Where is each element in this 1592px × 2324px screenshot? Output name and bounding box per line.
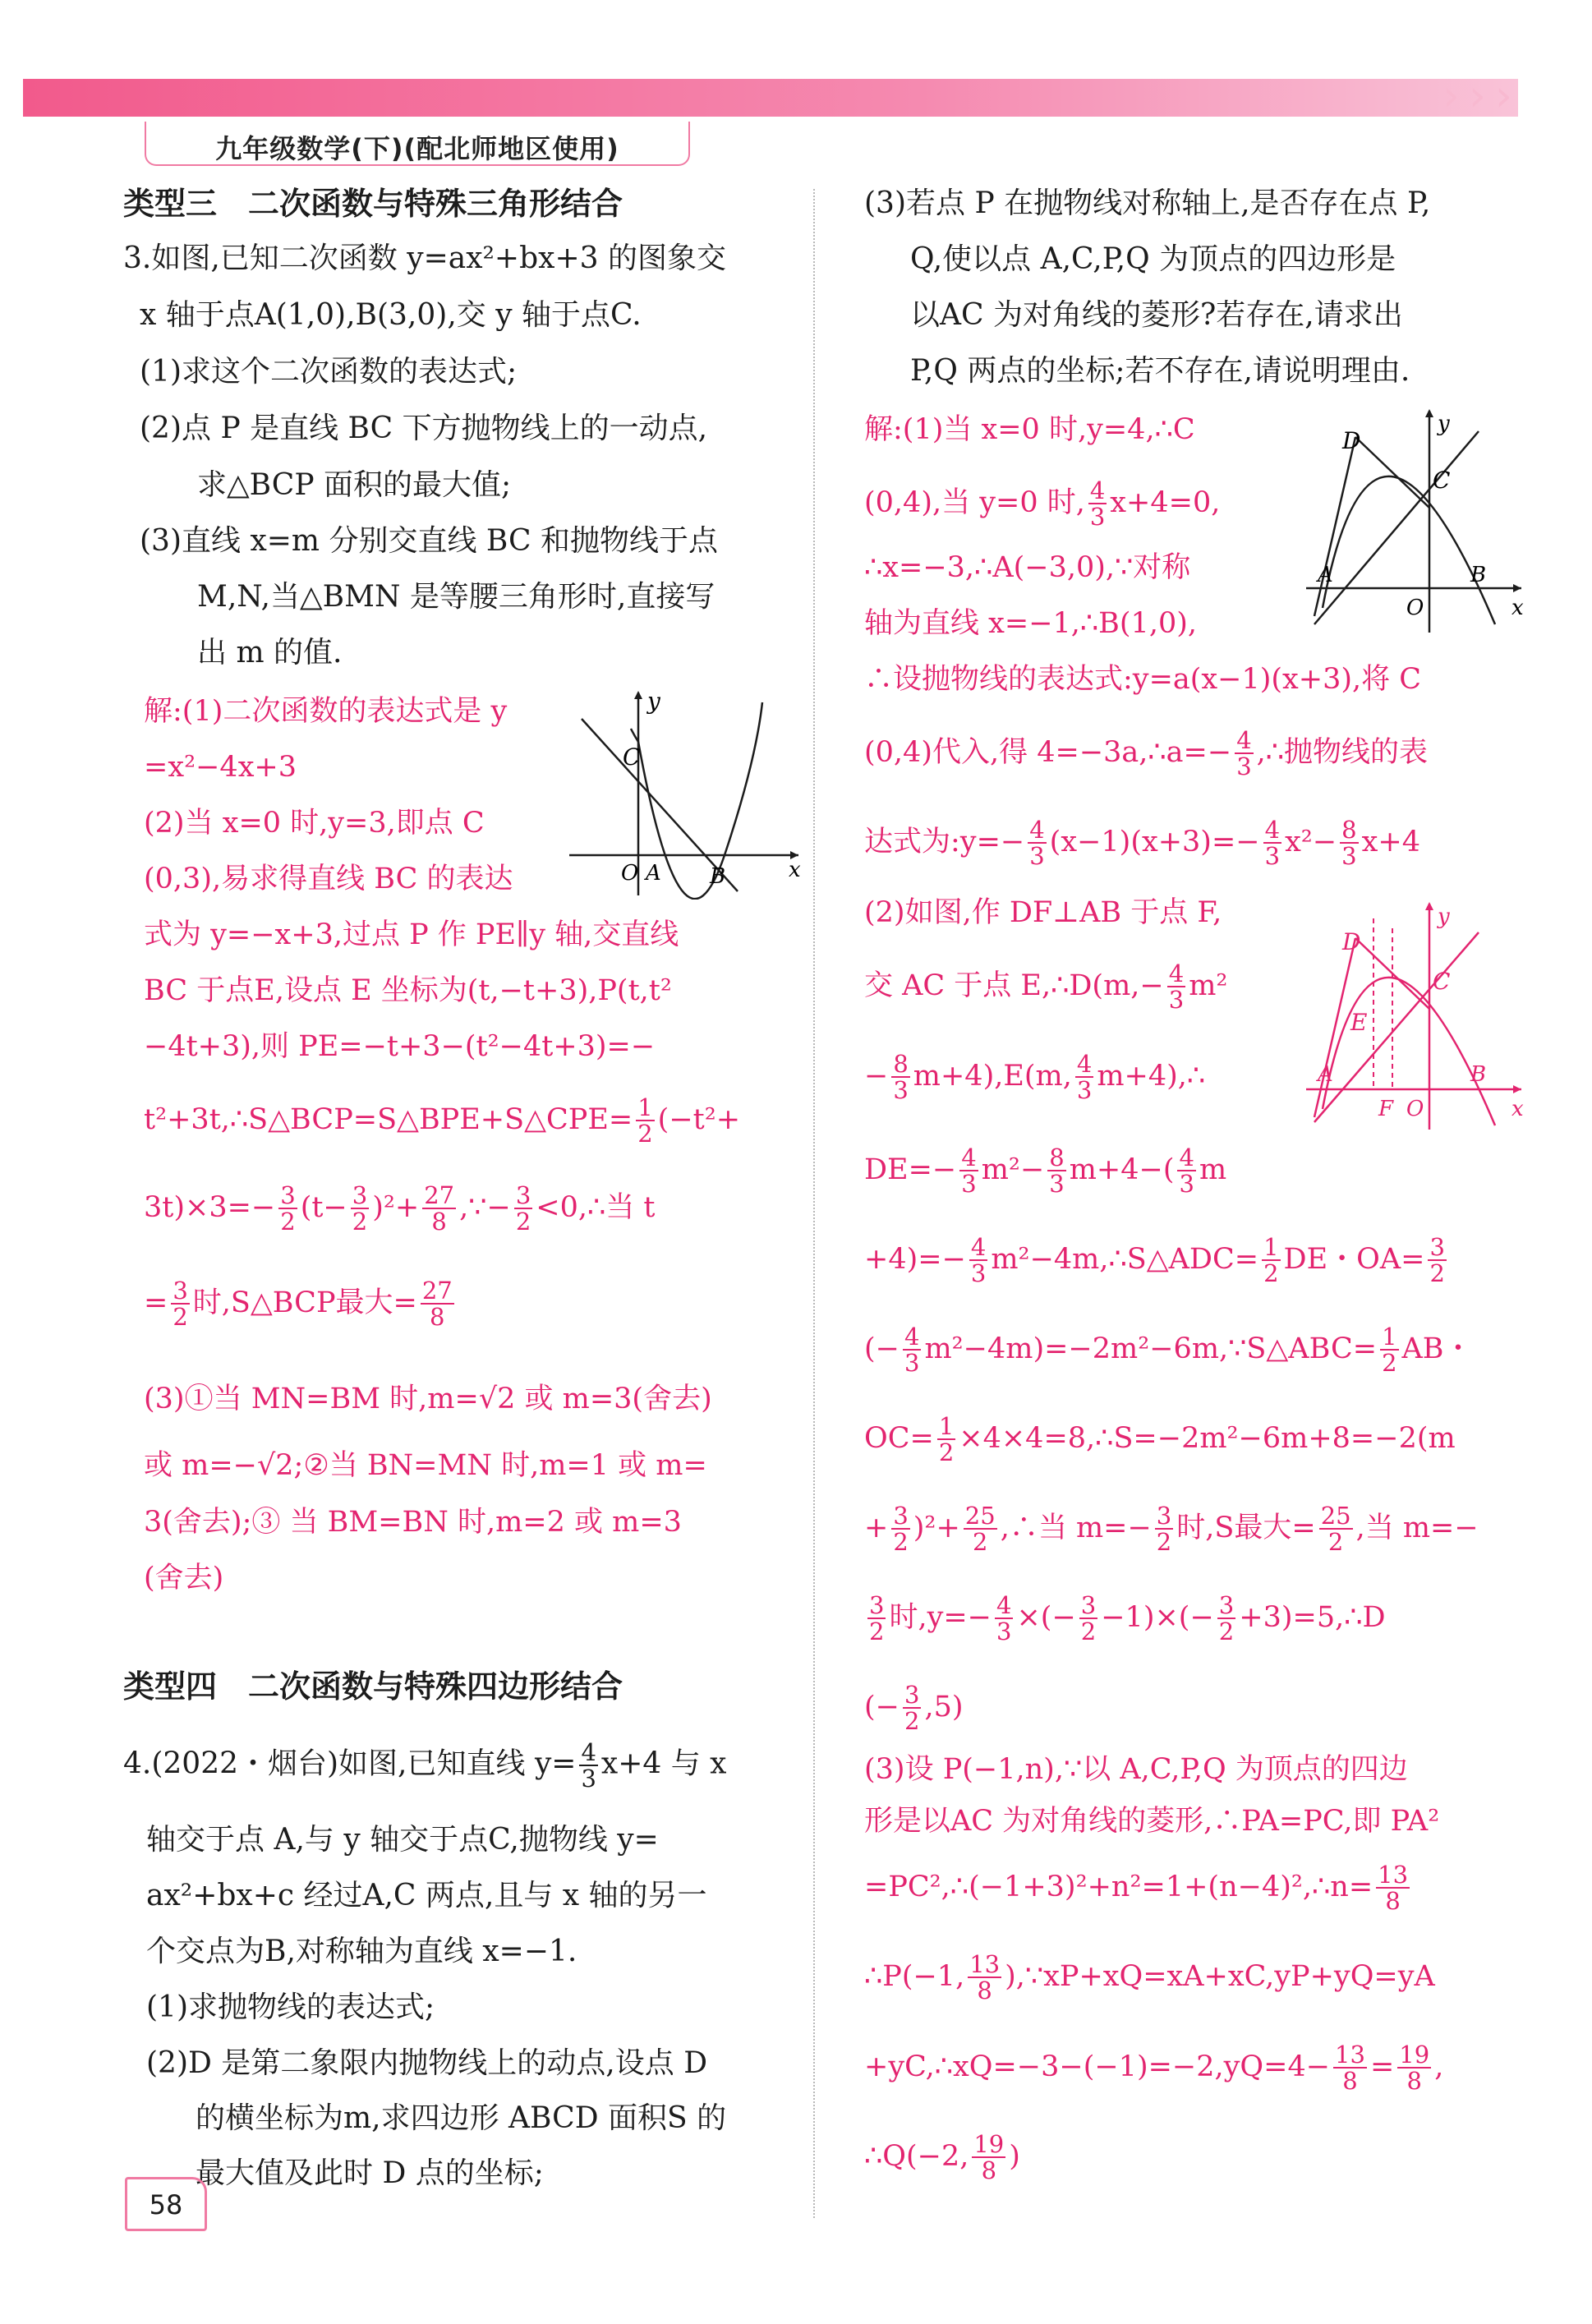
parabola-figure-3[interactable] [1306,895,1528,1130]
a4-line-20: =PC²,∴(−1+3)²+n²=1+(n−4)²,∴n= $\frac{13}{8}$ [864,1861,1409,1916]
a4-line-7: 达式为:y=− $\frac{4}{3}$ (x−1)(x+3)=− $\frac{4}{3}$ x²− $\frac{8}{3}$ x+4 [864,816,1420,871]
fig2-label-C: C [1433,467,1451,494]
column-divider [813,189,815,2218]
a3-line-13: 3(舍去);③ 当 BM=BN 时,m=2 或 m=3 [144,1506,682,1539]
fig2-label-A: A [1318,563,1333,587]
fraction: $\frac{1}{2}$ [637,1093,653,1148]
a4-line-21: ∴P(−1, $\frac{13}{8}$ ),∵xP+xQ=xA+xC,yP+yQ=yA [864,1950,1435,2005]
a3-line-14: (舍去) [144,1562,224,1595]
fig3-label-E: E [1350,1009,1368,1036]
a3-line-4: (0,3),易求得直线 BC 的表达 [144,863,513,895]
fraction: $\frac{4}{3}$ [581,1738,596,1793]
fraction: $\frac{1}{2}$ [1263,1233,1279,1288]
q3-part2: (2)点 P 是直线 BC 下方抛物线上的一动点, [140,412,708,445]
fraction: $\frac{3}{2}$ [173,1277,188,1332]
q4-part3: (3)若点 P 在抛物线对称轴上,是否存在点 P, [864,186,1431,220]
a3-line-2: =x²−4x+3 [144,751,297,784]
q4-part3-cont2: 以AC 为对角线的菱形?若存在,请求出 [910,298,1403,332]
fig1-label-x: x [789,858,801,882]
fraction: $\frac{3}{2}$ [869,1591,885,1646]
fig1-label-y: y [647,688,660,715]
a4-line-3: ∴x=−3,∴A(−3,0),∵对称 [864,551,1191,584]
header-title: 九年级数学(下)(配北师地区使用) [215,133,619,164]
fig1-label-B: B [710,864,726,889]
q3-line-1: 3.如图,已知二次函数 y=ax²+bx+3 的图象交 [123,242,726,275]
fraction: $\frac{3}{2}$ [1080,1591,1097,1646]
a4-line-12: +4)=− $\frac{4}{3}$ m²−4m,∴S△ADC= $\frac{1}{2}$ DE・OA= $\frac{3}{2}$ [864,1233,1445,1288]
fig3-label-C: C [1433,968,1451,995]
a4-line-19: 形是以AC 为对角线的菱形,∴PA=PC,即 PA² [864,1805,1440,1838]
fig3-label-D: D [1342,928,1361,955]
a4-line-10: − $\frac{8}{3}$ m+4),E(m, $\frac{4}{3}$ m+4),∴ [864,1050,1206,1105]
q4-line-2: 轴交于点 A,与 y 轴交于点C,抛物线 y= [146,1823,659,1857]
fraction: $\frac{3}{2}$ [280,1181,296,1236]
fraction: $\frac{1}{2}$ [938,1412,955,1467]
header-banner [23,79,1518,117]
fig3-label-B: B [1470,1062,1487,1087]
fraction: $\frac{3}{2}$ [1218,1591,1235,1646]
a3-line-7: −4t+3),则 PE=−t+3−(t²−4t+3)=− [144,1030,656,1063]
q4-part1: (1)求抛物线的表达式; [146,1990,435,2024]
a4-line-5: ∴设抛物线的表达式:y=a(x−1)(x+3),将 C [864,663,1422,696]
chevron-right-icon: › [1495,71,1512,121]
a3-line-1: 解:(1)二次函数的表达式是 y [144,695,508,728]
fraction: $\frac{13}{8}$ [1378,1861,1409,1916]
fraction: $\frac{3}{2}$ [1156,1502,1172,1557]
fraction: $\frac{4}{3}$ [1236,726,1252,781]
fraction: $\frac{3}{2}$ [904,1681,920,1736]
q3-part3-cont: M,N,当△BMN 是等腰三角形时,直接写 [197,580,715,614]
fraction: $\frac{13}{8}$ [969,1950,1001,2005]
fraction: $\frac{4}{3}$ [1029,816,1045,871]
fraction: $\frac{4}{3}$ [970,1233,987,1288]
a4-line-4: 轴为直线 x=−1,∴B(1,0), [864,607,1197,640]
section-heading-3: 类型三 二次函数与特殊三角形结合 [123,186,623,222]
fraction: $\frac{27}{8}$ [421,1277,453,1332]
a3-line-9: 3t)×3=− $\frac{3}{2}$ (t− $\frac{3}{2}$ )²+ $\frac{27}{8}$ ,∵− $\frac{3}{2}$ <0,∴当 t [144,1181,656,1236]
fraction: $\frac{4}{3}$ [961,1144,977,1199]
a3-line-5: 式为 y=−x+3,过点 P 作 PE∥y 轴,交直线 [144,918,679,951]
fig3-label-A: A [1318,1062,1333,1087]
fig2-label-y: y [1438,412,1450,436]
a4-line-18: (3)设 P(−1,n),∵以 A,C,P,Q 为顶点的四边 [864,1753,1408,1786]
q3-part1: (1)求这个二次函数的表达式; [140,355,518,389]
parabola-figure-2 [1306,403,1528,633]
q3-part3-cont2: 出 m 的值. [197,636,343,670]
q4-line-3: ax²+bx+c 经过A,C 两点,且与 x 轴的另一 [146,1879,707,1912]
fig1-label-A: A [646,861,661,886]
fig3-label-x: x [1511,1097,1524,1121]
fraction: $\frac{4}{3}$ [1076,1050,1093,1105]
header-tab [145,122,690,166]
a3-line-3: (2)当 x=0 时,y=3,即点 C [144,807,485,840]
q4-part2-cont: 的横坐标为m,求四边形 ABCD 面积S 的 [196,2101,727,2135]
fig3-label-y: y [1438,904,1450,929]
a4-line-15: + $\frac{3}{2}$ )²+ $\frac{25}{2}$ ,∴当 m=− $\frac{3}{2}$ 时,S最大= $\frac{25}{2}$ ,当 m=− [864,1502,1479,1557]
fraction: $\frac{25}{2}$ [1320,1502,1351,1557]
q3-line-2: x 轴于点A(1,0),B(3,0),交 y 轴于点C. [140,298,642,332]
fraction: $\frac{3}{2}$ [893,1502,909,1557]
fig3-label-F: F [1378,1097,1394,1121]
section-heading-4: 类型四 二次函数与特殊四边形结合 [123,1668,623,1705]
fraction: $\frac{4}{3}$ [1264,816,1281,871]
a4-line-16: $\frac{3}{2}$ 时,y=− $\frac{4}{3}$ ×(− $\frac{3}{2}$ −1)×(− $\frac{3}{2}$ +3)=5,∴D [869,1591,1386,1646]
fig2-label-x: x [1511,596,1524,620]
fraction: $\frac{4}{3}$ [1179,1144,1194,1199]
q3-part3: (3)直线 x=m 分别交直线 BC 和抛物线于点 [140,524,719,558]
a4-line-14: OC= $\frac{1}{2}$ ×4×4=8,∴S=−2m²−6m+8=−2(m [864,1412,1456,1467]
fraction: $\frac{25}{2}$ [964,1502,996,1557]
a4-line-1: 解:(1)当 x=0 时,y=4,∴C [864,413,1195,446]
a4-line-6: (0,4)代入,得 4=−3a,∴a=− $\frac{4}{3}$ ,∴抛物线的表 [864,726,1429,781]
q3-part2-cont: 求△BCP 面积的最大值; [197,468,512,502]
fraction: $\frac{1}{2}$ [1382,1323,1397,1378]
a4-line-8: (2)如图,作 DF⊥AB 于点 F, [864,896,1222,929]
chevron-right-icon: › [1469,71,1486,121]
fig2-label-O: O [1406,596,1424,620]
fig2-label-B: B [1470,563,1487,587]
fig3-label-O: O [1406,1097,1424,1121]
fraction: $\frac{4}{3}$ [1089,476,1106,532]
q4-part2: (2)D 是第二象限内抛物线上的动点,设点 D [146,2046,708,2080]
fraction: $\frac{27}{8}$ [424,1181,455,1236]
q4-part2-cont2: 最大值及此时 D 点的坐标; [196,2156,544,2190]
fraction: $\frac{4}{3}$ [904,1323,920,1378]
fraction: $\frac{19}{8}$ [973,2130,1005,2185]
page-number-box [125,2177,207,2231]
a3-line-8: t²+3t,∴S△BCP=S△BPE+S△CPE= $\frac{1}{2}$ (−t²+ [144,1093,741,1148]
a4-line-2: (0,4),当 y=0 时, $\frac{4}{3}$ x+4=0, [864,476,1221,532]
a3-line-10: = $\frac{3}{2}$ 时,S△BCP最大= $\frac{27}{8}$ [144,1277,453,1332]
fraction: $\frac{8}{3}$ [893,1050,909,1105]
a4-line-23: ∴Q(−2, $\frac{19}{8}$ ) [864,2130,1020,2185]
q4-part3-cont3: P,Q 两点的坐标;若不存在,请说明理由. [910,354,1410,388]
a4-line-13: (− $\frac{4}{3}$ m²−4m)=−2m²−6m,∵S△ABC= $\frac{1}{2}$ AB・ [864,1323,1473,1378]
q4-part3-cont: Q,使以点 A,C,P,Q 为顶点的四边形是 [910,242,1396,276]
fig2-label-D: D [1342,427,1361,454]
parabola-figure-1 [565,686,803,900]
fraction: $\frac{4}{3}$ [996,1591,1012,1646]
fraction: $\frac{3}{2}$ [352,1181,368,1236]
chevron-right-icon: › [1442,71,1460,121]
q4-line-1: 4.(2022・烟台)如图,已知直线 y= $\frac{4}{3}$ x+4 与 x [123,1738,727,1793]
a3-line-11: (3)①当 MN=BM 时,m=√2 或 m=3(舍去) [144,1383,712,1415]
a3-line-6: BC 于点E,设点 E 坐标为(t,−t+3),P(t,t² [144,974,672,1007]
fraction: $\frac{8}{3}$ [1049,1144,1065,1199]
fraction: $\frac{8}{3}$ [1341,816,1357,871]
fraction: $\frac{13}{8}$ [1335,2041,1365,2096]
fraction: $\frac{4}{3}$ [1168,960,1185,1015]
a4-line-11: DE=− $\frac{4}{3}$ m²− $\frac{8}{3}$ m+4−( $\frac{4}{3}$ m [864,1144,1227,1199]
fig1-label-C: C [623,743,641,771]
a3-line-12: 或 m=−√2;②当 BN=MN 时,m=1 或 m= [144,1449,707,1482]
a4-line-17: (− $\frac{3}{2}$ ,5) [864,1681,964,1736]
q4-line-4: 个交点为B,对称轴为直线 x=−1. [146,1935,577,1968]
fig1-label-O: O [621,861,639,886]
fraction: $\frac{3}{2}$ [1429,1233,1445,1288]
a4-line-9: 交 AC 于点 E,∴D(m,− $\frac{4}{3}$ m² [864,960,1228,1015]
fraction: $\frac{19}{8}$ [1399,2041,1430,2096]
a4-line-22: +yC,∴xQ=−3−(−1)=−2,yQ=4− $\frac{13}{8}$ = $\frac{19}{8}$ , [864,2041,1444,2096]
page-number: 58 [149,2189,183,2220]
fraction: $\frac{3}{2}$ [515,1181,531,1236]
